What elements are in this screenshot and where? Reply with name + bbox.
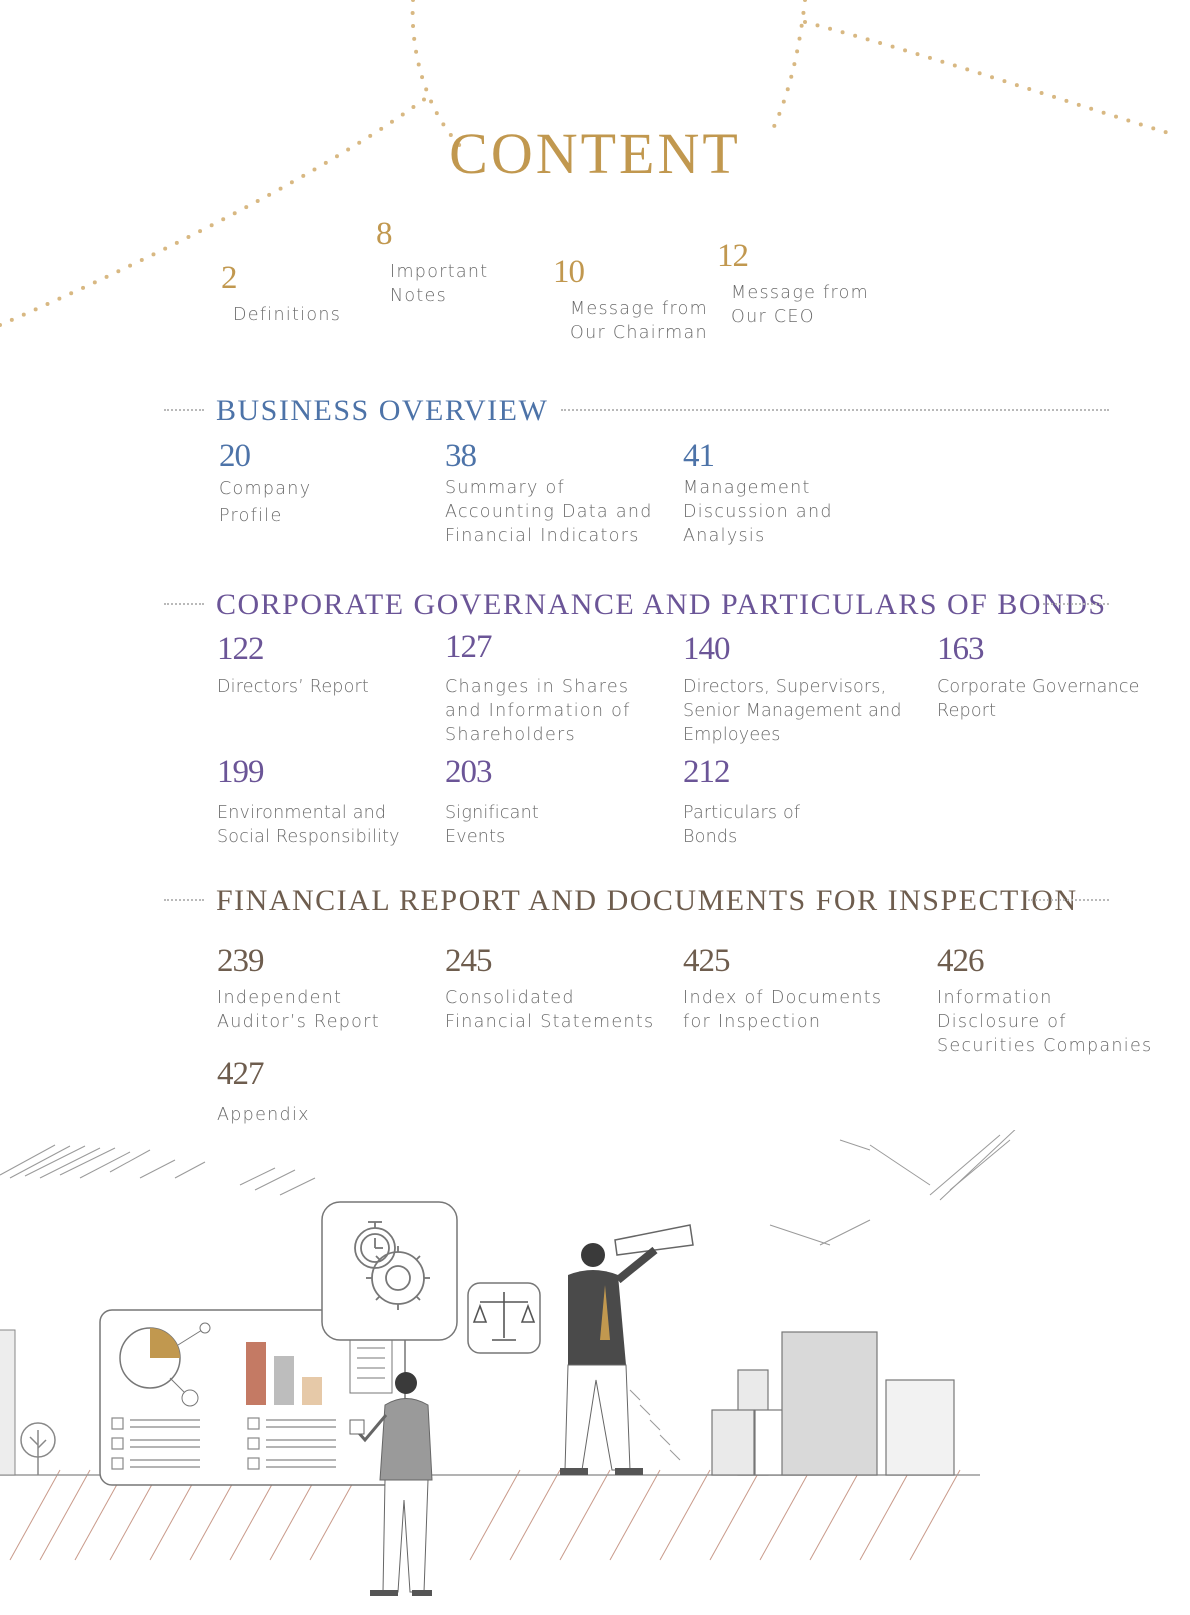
section-divider bbox=[164, 899, 204, 901]
toc-label[interactable]: Changes in Shares and Information of Shareholders bbox=[445, 677, 631, 745]
intro-page-number[interactable]: 10 bbox=[553, 254, 584, 290]
toc-page-number[interactable]: 140 bbox=[683, 631, 730, 667]
section-divider bbox=[561, 409, 1109, 411]
toc-label[interactable]: Consolidated Financial Statements bbox=[445, 988, 655, 1032]
toc-label[interactable]: Corporate Governance Report bbox=[937, 677, 1140, 721]
toc-label[interactable]: Particulars of Bonds bbox=[683, 803, 801, 847]
toc-page-number[interactable]: 122 bbox=[217, 631, 264, 667]
section-divider bbox=[1028, 899, 1109, 901]
section-heading-financial-report: FINANCIAL REPORT AND DOCUMENTS FOR INSPECTION bbox=[216, 884, 1078, 917]
intro-page-number[interactable]: 8 bbox=[376, 216, 392, 252]
toc-page-number[interactable]: 127 bbox=[445, 629, 492, 665]
section-heading-business-overview: BUSINESS OVERVIEW bbox=[216, 394, 549, 427]
buildings bbox=[712, 1332, 954, 1475]
toc-label[interactable]: Company Profile bbox=[219, 479, 312, 526]
intro-label[interactable]: Definitions bbox=[233, 305, 342, 325]
person-with-telescope bbox=[560, 1225, 693, 1475]
hatch-decoration bbox=[0, 1145, 315, 1195]
tree-icon bbox=[21, 1423, 55, 1475]
section-divider bbox=[164, 603, 204, 605]
toc-page-number[interactable]: 425 bbox=[683, 943, 730, 979]
toc-page-number[interactable]: 163 bbox=[937, 631, 984, 667]
intro-label[interactable]: Important Notes bbox=[390, 262, 489, 306]
intro-label[interactable]: Message from Our Chairman bbox=[570, 299, 708, 343]
toc-label[interactable]: Independent Auditor’s Report bbox=[217, 988, 380, 1032]
intro-page-number[interactable]: 12 bbox=[717, 238, 748, 274]
toc-page-number[interactable]: 239 bbox=[217, 943, 264, 979]
intro-label[interactable]: Message from Our CEO bbox=[731, 283, 869, 327]
toc-label[interactable]: Environmental and Social Responsibility bbox=[217, 803, 400, 847]
toc-label[interactable]: Significant Events bbox=[445, 803, 539, 847]
toc-label[interactable]: Summary of Accounting Data and Financial Indicators bbox=[445, 478, 653, 546]
toc-label[interactable]: Information Disclosure of Securities Companies bbox=[937, 988, 1153, 1056]
section-divider bbox=[164, 409, 204, 411]
toc-label[interactable]: Directors’ Report bbox=[217, 677, 369, 697]
section-heading-corporate-governance: CORPORATE GOVERNANCE AND PARTICULARS OF BONDS bbox=[216, 588, 1107, 621]
toc-page-number[interactable]: 426 bbox=[937, 943, 984, 979]
intro-page-number[interactable]: 2 bbox=[221, 260, 237, 296]
toc-label[interactable]: Management Discussion and Analysis bbox=[683, 478, 833, 546]
toc-page-number[interactable]: 38 bbox=[445, 438, 476, 474]
toc-page-number[interactable]: 199 bbox=[217, 754, 264, 790]
business-illustration bbox=[0, 1130, 1190, 1615]
toc-page-number[interactable]: 203 bbox=[445, 754, 492, 790]
toc-label[interactable]: Directors, Supervisors, Senior Management and Employees bbox=[683, 677, 902, 745]
toc-page-number[interactable]: 212 bbox=[683, 754, 730, 790]
toc-label[interactable]: Index of Documents for Inspection bbox=[683, 988, 883, 1032]
document-icon bbox=[350, 1335, 392, 1393]
toc-label[interactable]: Appendix bbox=[217, 1105, 310, 1125]
toc-page-number[interactable]: 20 bbox=[219, 438, 250, 474]
section-divider bbox=[1043, 603, 1109, 605]
toc-page-number[interactable]: 427 bbox=[217, 1056, 264, 1092]
toc-page-number[interactable]: 41 bbox=[683, 438, 714, 474]
toc-page-number[interactable]: 245 bbox=[445, 943, 492, 979]
page-title: CONTENT bbox=[449, 121, 741, 186]
